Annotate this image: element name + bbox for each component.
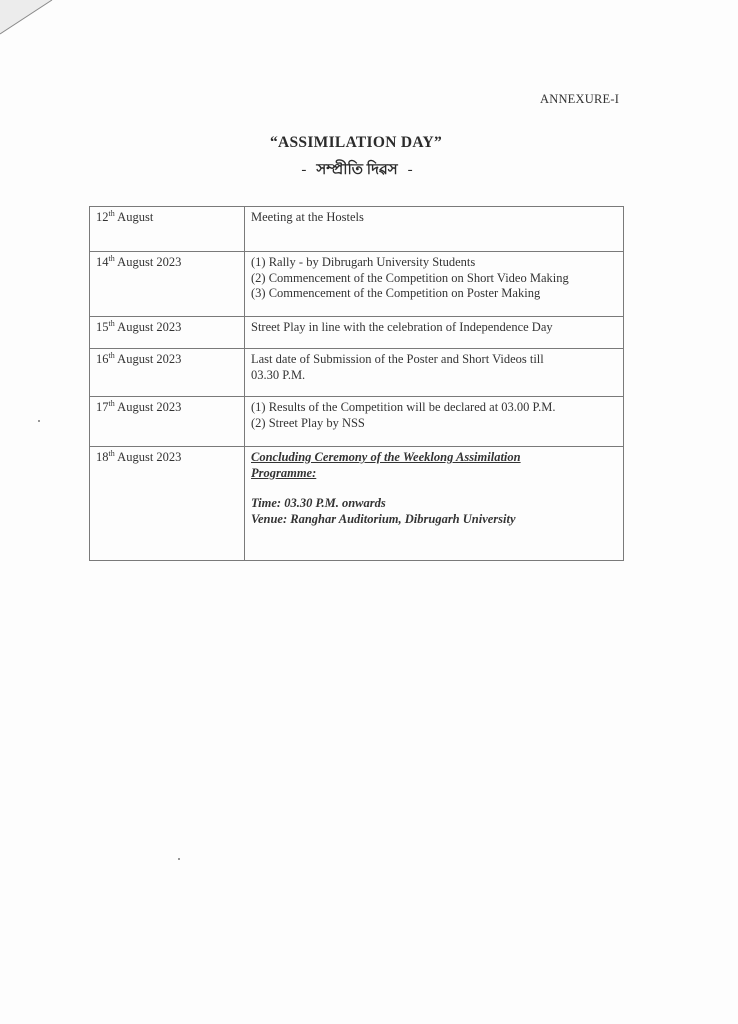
ceremony-heading-continued: Programme: [251,465,317,480]
table-row [90,397,624,447]
document-title [0,134,738,152]
table-row [90,317,624,349]
date-cell [90,207,245,252]
month-year: August [117,210,154,224]
spacer [251,481,617,496]
description-line: Last date of Submission of the Poster and Short Videos till [251,352,544,366]
subtitle-dash-left: - [301,162,307,178]
day-suffix: th [108,254,115,263]
day-suffix: th [108,209,115,218]
month-year: August 2023 [117,352,182,366]
description-cell [245,349,624,397]
month-year: August 2023 [117,450,182,464]
title-text: “ASSIMILATION DAY” [269,134,443,151]
description-line: (1) Results of the Competition will be declared at 03.00 P.M. [251,400,556,414]
ceremony-heading: Concluding Ceremony of the Weeklong Assimilation [251,450,521,464]
description-line: Meeting at the Hostels [251,210,364,224]
description-cell [245,317,624,349]
month-year: August 2023 [117,255,182,269]
description-line: (2) Commencement of the Competition on Short Video Making [251,270,569,285]
table-row [90,447,624,561]
annexure-label: ANNEXURE-I [540,92,620,106]
day-number: 18 [96,450,109,464]
description-cell [245,207,624,252]
description-cell [245,397,624,447]
day-suffix: th [108,449,115,458]
description-cell [245,252,624,317]
scan-speck [178,858,180,860]
date-cell [90,252,245,317]
document-subtitle [0,158,738,183]
description-line: (1) Rally - by Dibrugarh University Students [251,255,476,269]
day-number: 14 [96,255,109,269]
schedule-table [89,206,624,561]
day-suffix: th [108,351,115,360]
month-year: August 2023 [117,400,182,414]
date-cell [90,349,245,397]
description-line: (2) Street Play by NSS [251,415,365,430]
subtitle-dash-right: - [407,162,413,178]
description-line: (3) Commencement of the Competition on Poster Making [251,286,541,300]
ceremony-venue: Venue: Ranghar Auditorium, Dibrugarh University [251,511,516,526]
date-cell [90,317,245,349]
day-suffix: th [108,399,115,408]
subtitle-assamese-text: সম্প্ৰীতি দিৱস [316,162,398,178]
table-row [90,349,624,397]
description-cell [245,447,624,561]
day-number: 12 [96,210,109,224]
description-line: Street Play in line with the celebration of Independence Day [251,320,553,334]
table-row [90,207,624,252]
table-row [90,252,624,317]
day-number: 16 [96,352,109,366]
day-number: 15 [96,320,109,334]
date-cell [90,447,245,561]
date-cell [90,397,245,447]
subtitle-wrapper [291,158,422,183]
day-suffix: th [108,319,115,328]
description-line: 03.30 P.M. [251,367,306,382]
scan-speck [38,420,40,422]
day-number: 17 [96,400,109,414]
ceremony-time: Time: 03.30 P.M. onwards [251,496,386,510]
month-year: August 2023 [117,320,182,334]
